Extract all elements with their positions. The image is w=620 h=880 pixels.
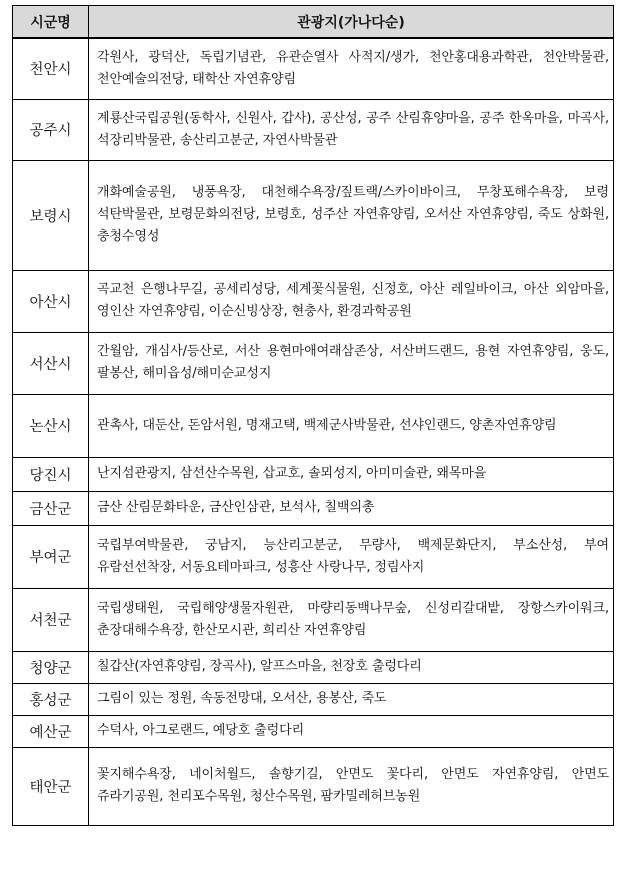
sites-cell: 금산 산림문화타운, 금산인삼관, 보석사, 칠백의총 xyxy=(89,491,614,525)
sites-cell: 개화예술공원, 냉풍욕장, 대천해수욕장/짚트랙/스카이바이크, 무창포해수욕장, 보령 석탄박물관, 보령문화의전당, 보령호, 성주산 자연휴양림, 오서산 자연휴양림, 죽도 상화원, 충청수영성 xyxy=(89,160,614,270)
region-cell: 당진시 xyxy=(13,457,89,491)
sites-cell: 난지섬관광지, 삼선산수목원, 삽교호, 솔뫼성지, 아미미술관, 왜목마을 xyxy=(89,457,614,491)
table-row xyxy=(13,270,614,332)
region-cell: 홍성군 xyxy=(13,683,89,715)
sites-cell: 수덕사, 아그로랜드, 예당호 출렁다리 xyxy=(89,715,614,747)
region-cell: 금산군 xyxy=(13,491,89,525)
tourist-sites-table xyxy=(12,5,614,826)
table-row xyxy=(13,491,614,525)
table-row xyxy=(13,525,614,588)
header-sites: 관광지(가나다순) xyxy=(89,6,614,39)
table-row xyxy=(13,99,614,160)
region-cell: 태안군 xyxy=(13,747,89,825)
region-cell: 논산시 xyxy=(13,394,89,457)
table-row xyxy=(13,683,614,715)
region-cell: 보령시 xyxy=(13,160,89,270)
table-row xyxy=(13,588,614,651)
region-cell: 공주시 xyxy=(13,99,89,160)
sites-cell: 국립생태원, 국립해양생물자원관, 마량리동백나무숲, 신성리갈대밭, 장항스카이워크, 춘장대해수욕장, 한산모시관, 희리산 자연휴양림 xyxy=(89,588,614,651)
region-cell: 천안시 xyxy=(13,38,89,99)
table-row xyxy=(13,394,614,457)
table-row xyxy=(13,715,614,747)
sites-cell: 국립부여박물관, 궁남지, 능산리고분군, 무량사, 백제문화단지, 부소산성, 부여 유람선선착장, 서동요테마파크, 성흥산 사랑나무, 정림사지 xyxy=(89,525,614,588)
table-row xyxy=(13,457,614,491)
header-region: 시군명 xyxy=(13,6,89,39)
sites-cell: 칠갑산(자연휴양림, 장곡사), 알프스마을, 천장호 출렁다리 xyxy=(89,651,614,683)
sites-cell: 각원사, 광덕산, 독립기념관, 유관순열사 사적지/생가, 천안홍대용과학관, 천안박물관, 천안예술의전당, 태학산 자연휴양림 xyxy=(89,38,614,99)
sites-cell: 꽃지해수욕장, 네이처월드, 솔향기길, 안면도 꽃다리, 안면도 자연휴양림, 안면도 쥬라기공원, 천리포수목원, 청산수목원, 팜카밀레허브농원 xyxy=(89,747,614,825)
region-cell: 부여군 xyxy=(13,525,89,588)
table-row xyxy=(13,651,614,683)
sites-cell: 곡교천 은행나무길, 공세리성당, 세계꽃식물원, 신정호, 아산 레일바이크, 아산 외암마을, 영인산 자연휴양림, 이순신빙상장, 현충사, 환경과학공원 xyxy=(89,270,614,332)
table-header-row xyxy=(13,6,614,39)
region-cell: 서산시 xyxy=(13,332,89,394)
table-row xyxy=(13,332,614,394)
region-cell: 예산군 xyxy=(13,715,89,747)
table-row xyxy=(13,38,614,99)
sites-cell: 간월암, 개심사/등산로, 서산 용현마애여래삼존상, 서산버드랜드, 용현 자연휴양림, 웅도, 팔봉산, 해미읍성/해미순교성지 xyxy=(89,332,614,394)
table-row xyxy=(13,160,614,270)
sites-cell: 그림이 있는 정원, 속동전망대, 오서산, 용봉산, 죽도 xyxy=(89,683,614,715)
region-cell: 청양군 xyxy=(13,651,89,683)
region-cell: 아산시 xyxy=(13,270,89,332)
region-cell: 서천군 xyxy=(13,588,89,651)
tourist-sites-table-container xyxy=(12,5,613,826)
table-row xyxy=(13,747,614,825)
sites-cell: 계룡산국립공원(동학사, 신원사, 갑사), 공산성, 공주 산림휴양마을, 공주 한옥마을, 마곡사, 석장리박물관, 송산리고분군, 자연사박물관 xyxy=(89,99,614,160)
sites-cell: 관촉사, 대둔산, 돈암서원, 명재고택, 백제군사박물관, 선샤인랜드, 양촌자연휴양림 xyxy=(89,394,614,457)
